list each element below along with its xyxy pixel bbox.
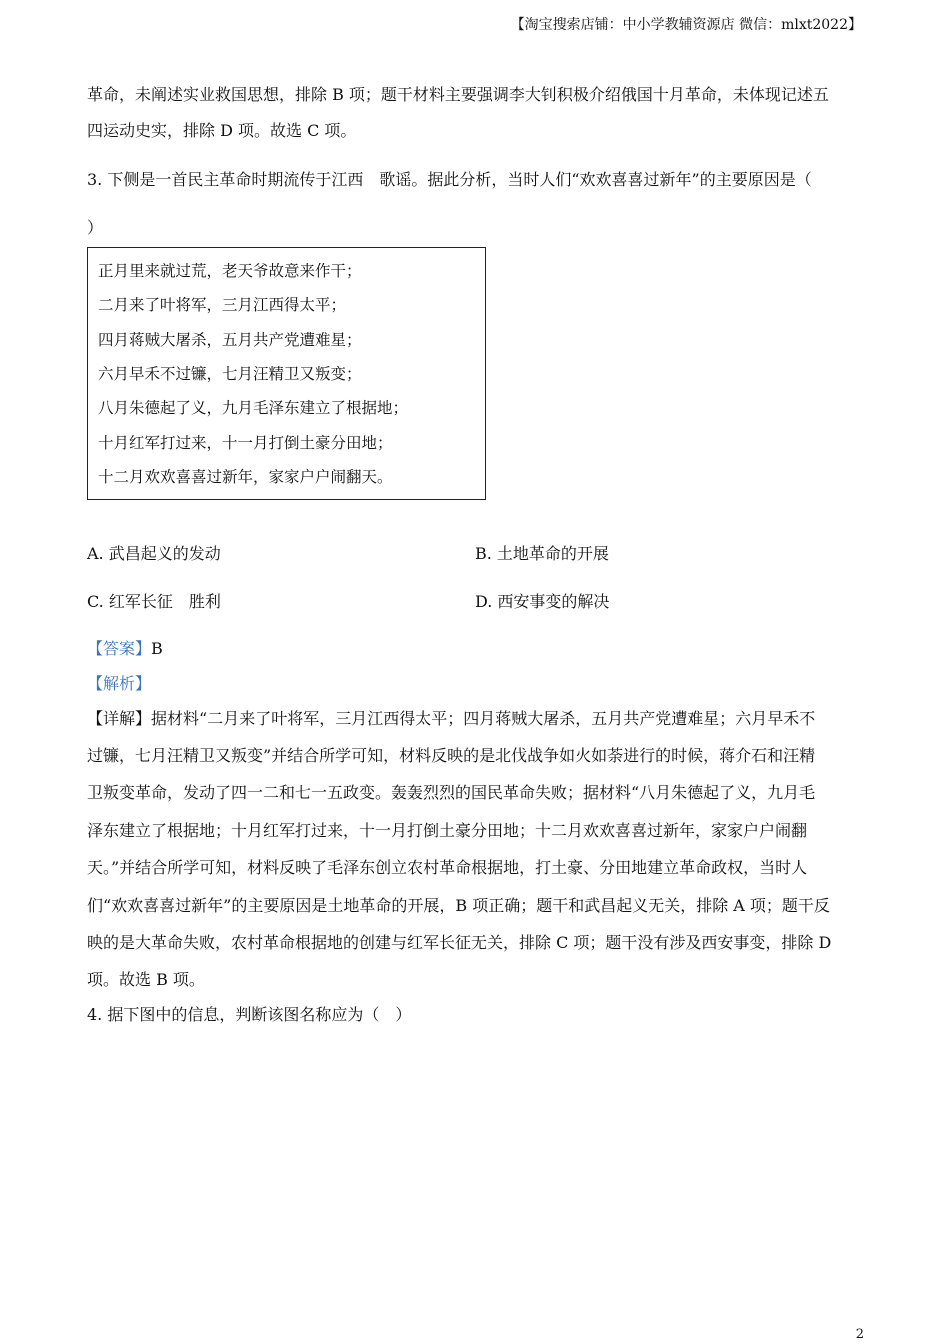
option-a: A. 武昌起义的发动 [87,544,221,563]
detail-line-2: 过镰，七月汪精卫又叛变”并结合所学可知，材料反映的是北伐战争如火如荼进行的时候，蒋介石和汪精 [87,746,816,765]
detail-line-7: 映的是大革命失败，农村革命根据地的创建与红军长征无关，排除 C 项；题干没有涉及西安事变，排除 D [87,933,832,952]
poem-line: 二月来了叶将军，三月江西得太平； [98,296,347,314]
answer-row [87,636,163,659]
poem-box [87,247,486,500]
detail-line-4: 泽东建立了根据地；十月红军打过来，十一月打倒土豪分田地；十二月欢欢喜喜过新年，家家户户闹翻 [87,821,808,840]
detail-label: 【详解】 [87,709,152,728]
answer-value: B [151,639,163,658]
intro-line-1: 革命，未阐述实业救国思想，排除 B 项；题干材料主要强调李大钊积极介绍俄国十月革命，未体现记述五 [87,85,829,104]
analysis-label: 【解析】 [87,674,152,693]
question-3-stem-cont: ） [87,218,104,237]
detail-line-1 [87,706,815,729]
intro-line-2: 四运动史实，排除 D 项。故选 C 项。 [87,121,357,140]
page-number: 2 [855,1327,864,1342]
option-b: B. 土地革命的开展 [475,544,609,563]
detail-line-3: 卫叛变革命，发动了四一二和七一五政变。轰轰烈烈的国民革命失败；据材料“八月朱德起了义，九月毛 [87,783,816,802]
poem-line: 四月蒋贼大屠杀，五月共产党遭难星； [98,331,362,349]
detail-text: 据材料“二月来了叶将军，三月江西得太平；四月蒋贼大屠杀，五月共产党遭难星；六月早禾不 [151,709,816,728]
option-c: C. 红军长征 胜利 [87,592,221,611]
poem-line: 正月里来就过荒，老天爷故意来作干； [98,262,362,280]
question-3-stem: 3. 下侧是一首民主革命时期流传于江西 歌谣。据此分析，当时人们“欢欢喜喜过新年”的主要原因是（ [87,170,812,189]
detail-line-5: 天。”并结合所学可知，材料反映了毛泽东创立农村革命根据地，打土豪、分田地建立革命政权，当时人 [87,858,808,877]
poem-line: 八月朱德起了义，九月毛泽东建立了根据地； [98,399,409,417]
poem-line: 十月红军打过来，十一月打倒土豪分田地； [98,434,393,452]
detail-line-6: 们“欢欢喜喜过新年”的主要原因是土地革命的开展，B 项正确；题干和武昌起义无关，排除 A 项；题干反 [87,896,830,915]
answer-label: 【答案】 [87,639,152,658]
page-header: 【淘宝搜索店铺：中小学教辅资源店 微信：mlxt2022】 [510,17,862,33]
poem-line: 十二月欢欢喜喜过新年，家家户户闹翻天。 [98,468,393,486]
option-d: D. 西安事变的解决 [475,592,610,611]
question-4-stem: 4. 据下图中的信息，判断该图名称应为（ ） [87,1005,412,1024]
poem-line: 六月早禾不过镰，七月汪精卫又叛变； [98,365,362,383]
detail-line-8: 项。故选 B 项。 [87,970,205,989]
